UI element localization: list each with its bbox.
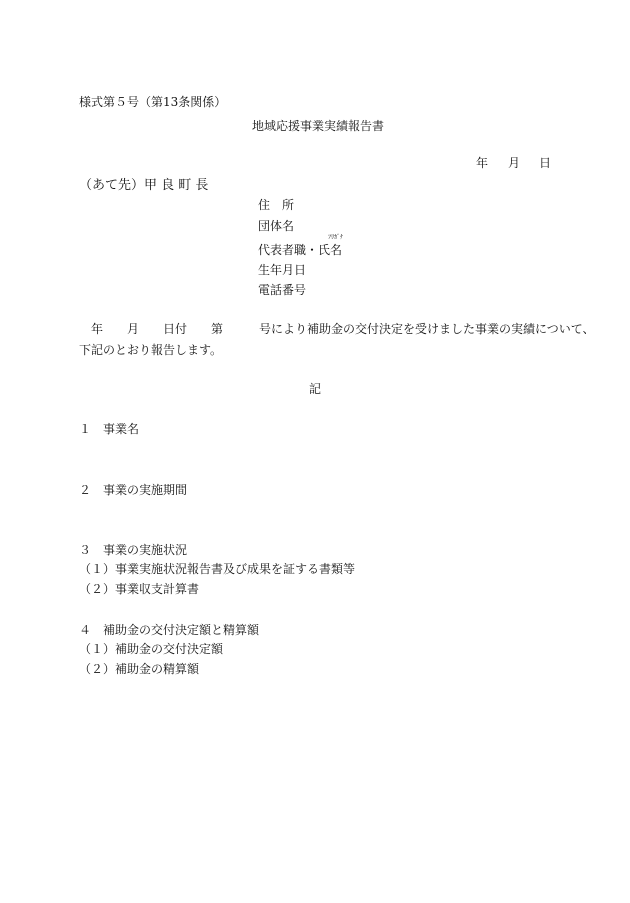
section-heading: ４ 補助金の交付決定額と精算額 — [79, 623, 260, 637]
section-item: （１）事業実施状況報告書及び成果を証する書類等 — [79, 562, 356, 576]
addressee: （あて先）甲 良 町 長 — [79, 178, 209, 193]
section-heading: ３ 事業の実施状況 — [79, 543, 188, 557]
section-heading: １ 事業名 — [79, 422, 140, 436]
section-item: （２）事業収支計算書 — [79, 582, 200, 596]
date-year: 年 — [476, 156, 489, 170]
document-title: 地域応援事業実績報告書 — [252, 119, 385, 133]
date-day: 日 — [539, 156, 552, 170]
furigana-label: ﾌﾘｶﾞﾅ — [328, 234, 344, 241]
applicant-phone-label: 電話番号 — [258, 283, 307, 297]
body-line-1: 年 月 日付 第 号により補助金の交付決定を受けました事業の実績について、 — [79, 322, 595, 336]
section-item: （１）補助金の交付決定額 — [79, 642, 224, 656]
body-line-2: 下記のとおり報告します。 — [79, 343, 223, 357]
applicant-org-label: 団体名 — [258, 219, 295, 233]
ki-heading: 記 — [309, 382, 322, 396]
applicant-representative-label: 代表者職・氏名 — [258, 243, 343, 257]
form-number: 様式第５号（第13条関係） — [79, 95, 227, 109]
date-month: 月 — [508, 156, 521, 170]
section-heading: ２ 事業の実施期間 — [79, 483, 188, 497]
applicant-address-label: 住 所 — [258, 198, 295, 212]
applicant-birthdate-label: 生年月日 — [258, 263, 307, 277]
section-item: （２）補助金の精算額 — [79, 662, 200, 676]
